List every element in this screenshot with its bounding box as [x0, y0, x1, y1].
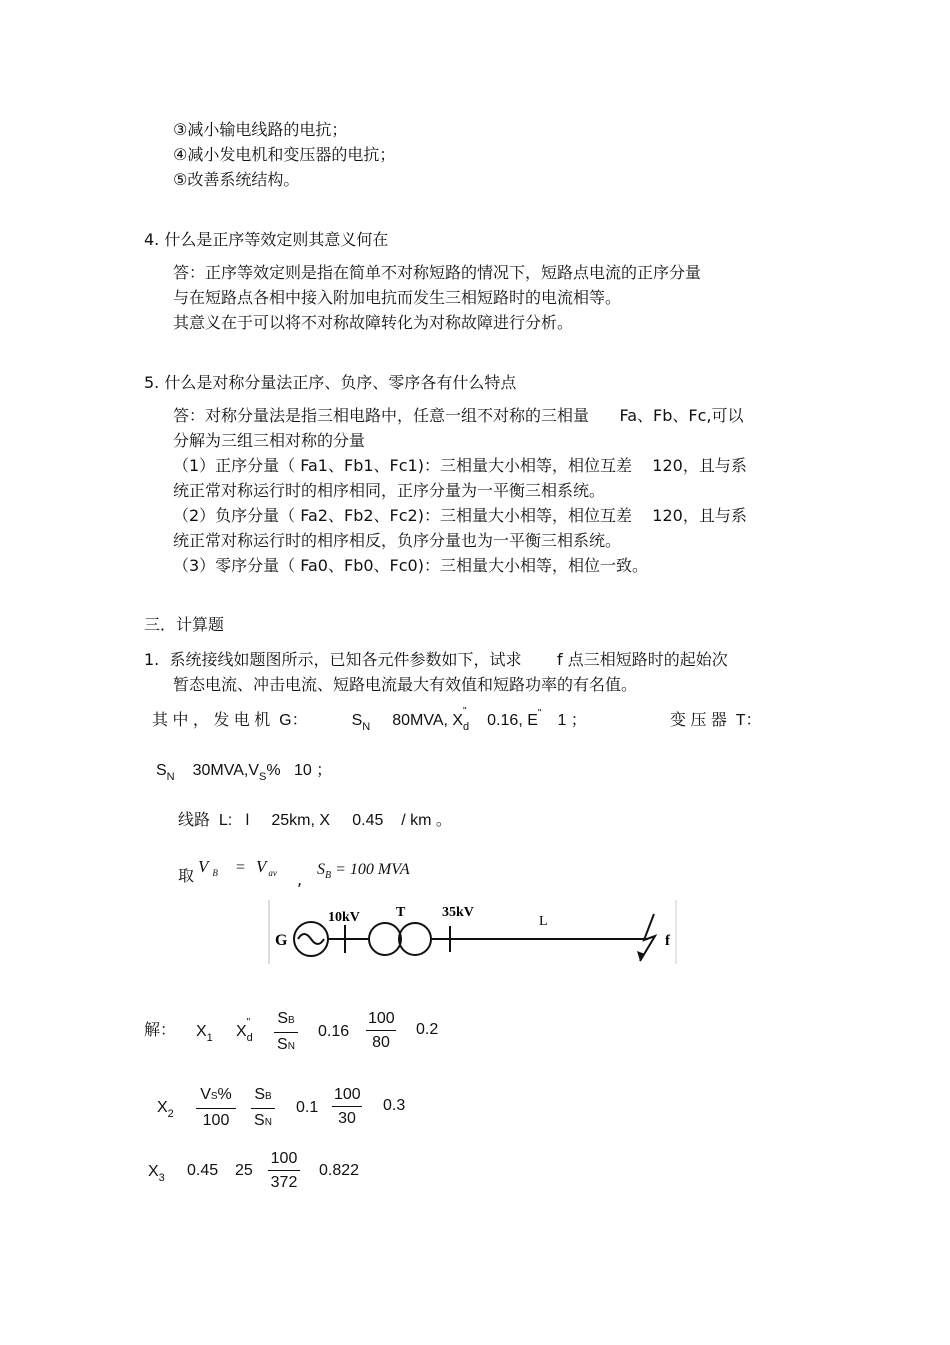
q5-answer-line: 答：对称分量法是指三相电路中，任意一组不对称的三相量 Fa、Fb、Fc,可以 [173, 406, 744, 425]
transformer-label: 变 压 器 T： [670, 712, 762, 729]
problem-1-intro: 1. 系统接线如题图所示，已知各元件参数如下，试求 f 点三相短路时的起始次 [144, 650, 728, 669]
label-l: L [539, 914, 548, 929]
fault-arrow-icon [637, 914, 655, 961]
section-title: 三．计算题 [144, 615, 225, 634]
line-params: 线路 L: l 25km, X 0.45 / km 。 [178, 812, 452, 829]
q4-answer-line: 其意义在于可以将不对称故障转化为对称故障进行分析。 [173, 313, 574, 332]
transformer-symbol [369, 923, 431, 955]
q4-answer-line: 答：正序等效定则是指在简单不对称短路的情况下，短路点电流的正序分量 [173, 263, 702, 282]
list-item-5: ⑤改善系统结构。 [173, 170, 300, 189]
base-power: $S_B = 100$ MVA [317, 861, 410, 881]
x1-fraction-sb-sn: $\frac{SB}{SN}$ [274, 1008, 298, 1059]
question-4-title: 4. 什么是正序等效定则其意义何在 [144, 230, 389, 249]
problem-1-intro: 暂态电流、冲击电流、短路电流最大有效值和短路功率的有名值。 [173, 675, 638, 694]
x3-result: 0.822 [319, 1162, 360, 1179]
average-voltage: V $_{av}$ [256, 857, 277, 878]
x2-fraction-100-30: $\frac{100}{30}$ [334, 1086, 361, 1127]
x1-value: 0.16 [318, 1023, 350, 1040]
x2-fraction-vs-100: $\frac{VS\%}{100}$ [196, 1084, 236, 1133]
x1-symbol: $X_1$ [196, 1023, 213, 1044]
x2-symbol: $X_2$ [157, 1099, 174, 1120]
list-item-4: ④减小发电机和变压器的电抗； [173, 145, 396, 164]
generator-symbol [294, 922, 328, 956]
generator-params: 其 中 ， 发 电 机 G： $S_N$ 80MVA, X " $_d$ 0.16, E" 1 ； [152, 706, 587, 733]
label-10kv: 10kV [328, 910, 360, 925]
question-5-title: 5. 什么是对称分量法正序、负序、零序各有什么特点 [144, 373, 517, 392]
q5-answer-line: 分解为三组三相对称的分量 [173, 431, 366, 450]
x3-symbol: $X_3$ [148, 1163, 165, 1184]
x3-value-1: 0.45 [187, 1162, 219, 1179]
q5-answer-line: （2）负序分量（ Fa2、Fb2、Fc2)：三相量大小相等，相位互差 120，且与系 [173, 506, 747, 525]
x3-fraction-100-372: $\frac{100}{372}$ [268, 1148, 300, 1195]
q5-answer-line: 统正常对称运行时的相序相同，正序分量为一平衡三相系统。 [173, 481, 606, 500]
equals-sign: = [236, 859, 246, 876]
q5-answer-line: （3）零序分量（ Fa0、Fb0、Fc0)：三相量大小相等，相位一致。 [173, 556, 648, 575]
q5-answer-line: （1）正序分量（ Fa1、Fb1、Fc1)：三相量大小相等，相位互差 120，且与系 [173, 456, 747, 475]
label-35kv: 35kV [442, 905, 474, 920]
x3-value-2: 25 [235, 1162, 253, 1179]
label-g: G [275, 932, 288, 949]
label-t: T [396, 905, 406, 920]
generator-label: 其 中 ， 发 电 机 G： [152, 712, 308, 729]
take-label: 取 [178, 866, 195, 885]
base-voltage: V $_B$ [198, 857, 218, 878]
q5-answer-line: 统正常对称运行时的相序相反，负序分量也为一平衡三相系统。 [173, 531, 622, 550]
solution-lead: 解： [144, 1020, 177, 1039]
x2-result: 0.3 [383, 1097, 406, 1114]
x1-fraction-100-80: $\frac{100}{80}$ [368, 1010, 395, 1051]
x1-result: 0.2 [416, 1021, 439, 1038]
q4-answer-line: 与在短路点各相中接入附加电抗而发生三相短路时的电流相等。 [173, 288, 622, 307]
label-f: f [665, 933, 670, 949]
transformer-params: $S_N$ $30MVA,V_S\%$ 10 ； [156, 762, 333, 783]
list-item-3: ③减小输电线路的电抗； [173, 120, 348, 139]
comma: , [297, 870, 303, 889]
x1-xd-symbol: X " $_d$ [236, 1017, 253, 1044]
x2-value: 0.1 [296, 1099, 319, 1116]
circuit-diagram [268, 898, 680, 966]
x2-fraction-sb-sn: $\frac{SB}{SN}$ [251, 1084, 275, 1135]
